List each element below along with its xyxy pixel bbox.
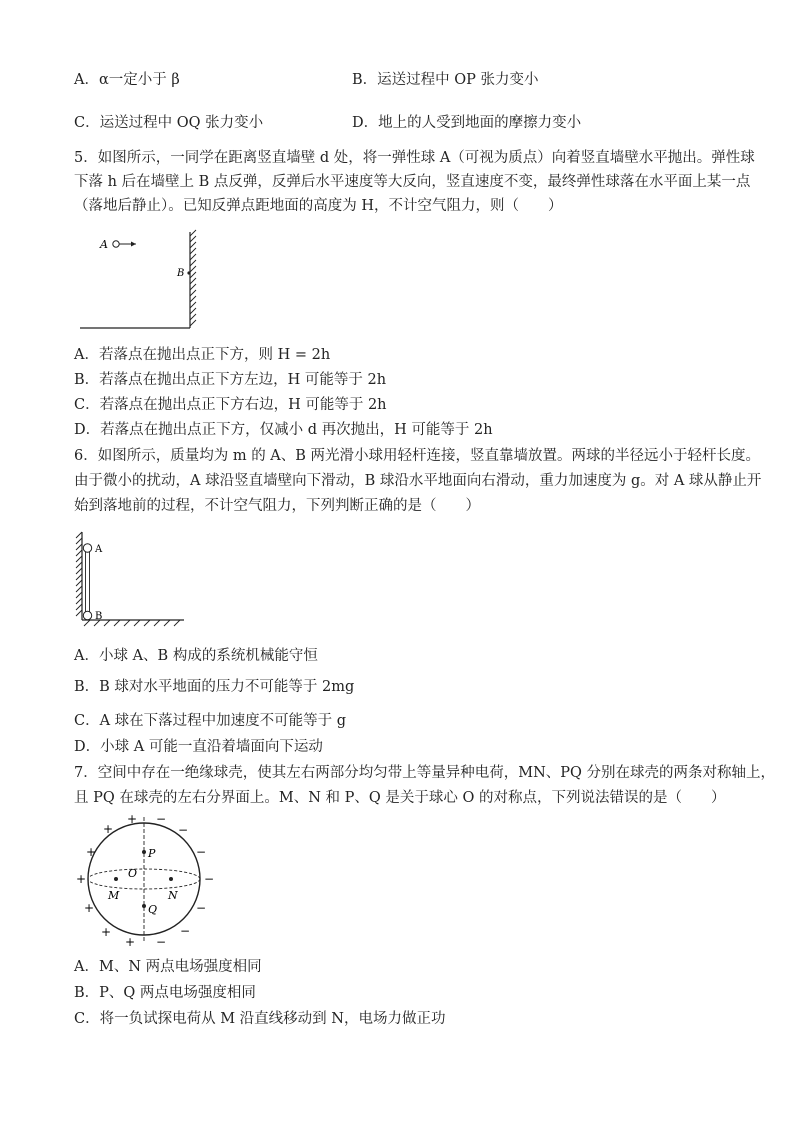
q6-option-b: B．B 球对水平地面的压力不可能等于 2mg (74, 679, 355, 695)
q7-label-m: M (108, 889, 120, 902)
point-q (142, 904, 146, 908)
q7-option-b: B．P、Q 两点电场强度相同 (74, 985, 256, 1001)
plus-sign: + (103, 822, 114, 836)
minus-sign: − (156, 812, 167, 826)
q7-option-c: C．将一负试探电荷从 M 沿直线移动到 N，电场力做正功 (74, 1011, 446, 1027)
q6-option-d: D．小球 A 可能一直沿着墙面向下运动 (74, 739, 323, 755)
q7-label-o: O (128, 867, 138, 880)
point-n (169, 877, 173, 881)
ball-a (83, 544, 91, 552)
q6-label-b: B (95, 611, 103, 622)
q7-label-p: P (148, 847, 156, 860)
q5-figure (78, 228, 208, 332)
q5-option-d: D．若落点在抛出点正下方，仅减小 d 再次抛出，H 可能等于 2h (74, 422, 493, 438)
q4-option-d: D．地上的人受到地面的摩擦力变小 (352, 115, 582, 131)
q5-stem-line-1: 5．如图所示，一同学在距离竖直墙壁 d 处，将一弹性球 A（可视为质点）向着竖直墙壁水平抛出。弹性球 (74, 150, 755, 166)
positive-charges (76, 812, 137, 949)
arrow-head (131, 242, 136, 247)
q7-option-a: A．M、N 两点电场强度相同 (74, 959, 262, 975)
minus-sign: − (196, 845, 207, 859)
point-b (187, 271, 190, 274)
negative-charges (156, 812, 214, 949)
minus-sign: − (180, 924, 191, 938)
wall-hatching (76, 532, 82, 616)
q7-stem-line-2: 且 PQ 在球壳的左右分界面上。M、N 和 P、Q 是关于球心 O 的对称点，下列说法错误的是（ ） (74, 790, 726, 806)
q7-label-q: Q (148, 903, 158, 916)
q5-stem-line-2: 下落 h 后在墙壁上 B 点反弹，反弹后水平速度等大反向，竖直速度不变，最终弹性球落在水平面上某一点 (74, 174, 751, 190)
q4-option-c: C．运送过程中 OQ 张力变小 (74, 115, 264, 131)
plus-sign: + (101, 925, 112, 939)
q7-stem-line-1: 7．空间中存在一绝缘球壳，使其左右两部分均匀带上等量异种电荷，MN、PQ 分别在球壳的两条对称轴上， (74, 765, 776, 781)
q5-option-a: A．若落点在抛出点正下方，则 H = 2h (74, 347, 331, 363)
plus-sign: + (127, 812, 138, 826)
q6-figure (72, 530, 192, 630)
q6-option-c: C．A 球在下落过程中加速度不可能等于 g (74, 713, 347, 729)
q4-option-b: B．运送过程中 OP 张力变小 (352, 72, 539, 88)
q6-stem-line-3: 始到落地前的过程，不计空气阻力，下列判断正确的是（ ） (74, 498, 480, 514)
q5-option-b: B．若落点在抛出点正下方左边，H 可能等于 2h (74, 372, 387, 388)
plus-sign: + (76, 872, 87, 886)
q7-figure (72, 814, 222, 948)
q6-stem-line-2: 由于微小的扰动，A 球沿竖直墙壁向下滑动，B 球沿水平地面向右滑动，重力加速度为 g。对 A 球从静止开 (74, 473, 762, 489)
minus-sign: − (196, 901, 207, 915)
q5-label-b: B (177, 268, 185, 279)
minus-sign: − (204, 872, 215, 886)
minus-sign: − (178, 823, 189, 837)
q7-label-n: N (168, 889, 178, 902)
q6-label-a: A (95, 544, 103, 555)
ball-a (113, 241, 119, 247)
plus-sign: + (84, 901, 95, 915)
q6-stem-line-1: 6．如图所示，质量均为 m 的 A、B 两光滑小球用轻杆连接，竖直靠墙放置。两球的半径远小于轻杆长度。 (74, 448, 761, 464)
q5-option-c: C．若落点在抛出点正下方右边，H 可能等于 2h (74, 397, 387, 413)
q5-label-a: A (100, 238, 108, 251)
q6-option-a: A．小球 A、B 构成的系统机械能守恒 (74, 648, 318, 664)
point-p (142, 850, 146, 854)
plus-sign: + (125, 935, 136, 949)
wall-hatching (190, 230, 196, 326)
q5-stem-line-3: （落地后静止）。已知反弹点距地面的高度为 H，不计空气阻力，则（ ） (74, 198, 563, 214)
plus-sign: + (86, 845, 97, 859)
q4-option-a: A．α一定小于 β (74, 72, 180, 88)
ball-b (83, 611, 91, 619)
light-rod (86, 552, 90, 612)
point-m (114, 877, 118, 881)
minus-sign: − (156, 935, 167, 949)
